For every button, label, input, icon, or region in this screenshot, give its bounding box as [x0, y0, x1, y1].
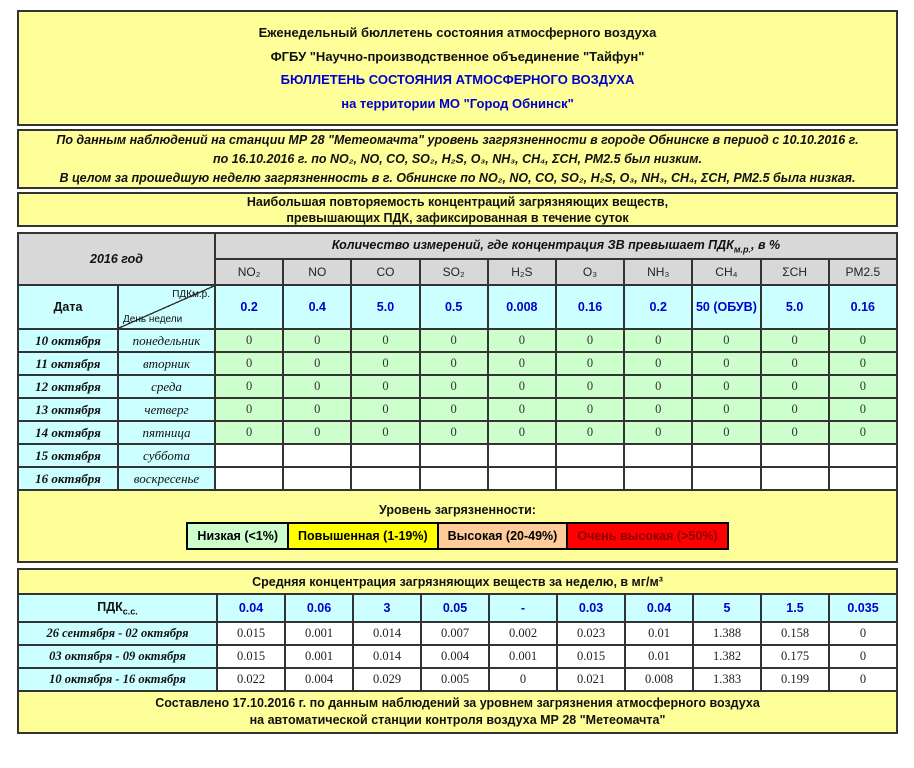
pollutant-header-cell: NH₃ [624, 259, 692, 285]
avg-value-cell: 0.01 [625, 645, 693, 668]
pollutant-header-cell: SO₂ [420, 259, 488, 285]
value-cell: 0 [761, 398, 829, 421]
avg-value-cell: 0.199 [761, 668, 829, 691]
avg-value-cell: 0.015 [557, 645, 625, 668]
footer-line-2: на автоматической станции контроля воздуха МР 28 "Метеомачта" [249, 713, 666, 727]
legend-item-elevated: Повышенная (1-19%) [287, 522, 439, 550]
pdk-ss-value-cell: 0.03 [557, 594, 625, 622]
avg-value-cell: 0.175 [761, 645, 829, 668]
summary-line-2: по 16.10.2016 г. по NO₂, NO, CO, SO₂, H₂S, O₃, NH₃, CH₄, ΣCH, PM2.5 был низким. [213, 151, 702, 166]
value-cell: 0 [829, 329, 897, 352]
value-cell: 0 [420, 352, 488, 375]
avg-value-cell: 0.001 [285, 645, 353, 668]
avg-value-cell: 0.014 [353, 645, 421, 668]
value-cell: 0 [624, 398, 692, 421]
pdk-ss-label-cell [18, 594, 217, 622]
avg-table-title: Средняя концентрация загрязняющих веществ за неделю, в мг/м³ [18, 569, 897, 594]
avg-value-cell: 1.388 [693, 622, 761, 645]
value-cell: 0 [692, 329, 760, 352]
avg-value-cell: 0.015 [217, 622, 285, 645]
header-line-2: ФГБУ "Научно-производственное объединение "Тайфун" [270, 48, 645, 64]
day-cell: среда [118, 375, 215, 398]
avg-value-cell: 0.022 [217, 668, 285, 691]
table-row [18, 375, 897, 398]
value-cell [761, 467, 829, 490]
summary-line-1: По данным наблюдений на станции МР 28 "Метеомачта" уровень загрязненности в городе Обнинске в период с 10.10.2016 г. [56, 132, 859, 147]
legend-item-low: Низкая (<1%) [186, 522, 289, 550]
avg-value-cell: 0.002 [489, 622, 557, 645]
period-cell: 26 сентября - 02 октября [18, 622, 217, 645]
value-cell: 0 [283, 398, 351, 421]
pdk-ss-value-cell: 0.04 [217, 594, 285, 622]
avg-value-cell: 0.001 [489, 645, 557, 668]
value-cell: 0 [556, 421, 624, 444]
pollutant-header-cell: PM2.5 [829, 259, 897, 285]
date-cell: 16 октября [18, 467, 118, 490]
legend-title: Уровень загрязненности: [379, 502, 536, 517]
date-cell: 15 октября [18, 444, 118, 467]
avg-value-cell: 0.015 [217, 645, 285, 668]
footer-row [18, 691, 897, 733]
pdk-ss-value-cell: 3 [353, 594, 421, 622]
value-cell: 0 [761, 329, 829, 352]
pollutant-header-cell: H₂S [488, 259, 556, 285]
value-cell: 0 [829, 421, 897, 444]
pollution-level-legend [18, 490, 897, 562]
avg-value-cell: 0.001 [285, 622, 353, 645]
avg-value-cell: 0.004 [421, 645, 489, 668]
legend-row [18, 490, 897, 562]
pdk-value-cell: 5.0 [351, 285, 419, 329]
pdk-value-cell: 0.2 [624, 285, 692, 329]
avg-value-cell: 0.01 [625, 622, 693, 645]
day-cell: понедельник [118, 329, 215, 352]
pdk-value-cell: 0.008 [488, 285, 556, 329]
year-cell: 2016 год [18, 233, 215, 285]
avg-week-row [18, 645, 897, 668]
header-line-3: БЮЛЛЕТЕНЬ СОСТОЯНИЯ АТМОСФЕРНОГО ВОЗДУХА [280, 72, 635, 88]
date-cell: 11 октября [18, 352, 118, 375]
table-row [18, 444, 897, 467]
table-row [18, 467, 897, 490]
pollutant-header-cell: NO₂ [215, 259, 283, 285]
value-cell: 0 [215, 398, 283, 421]
value-cell [624, 444, 692, 467]
value-cell: 0 [215, 352, 283, 375]
value-cell: 0 [420, 421, 488, 444]
pollutant-header-cell: NO [283, 259, 351, 285]
day-cell: пятница [118, 421, 215, 444]
avg-week-row [18, 668, 897, 691]
pdk-ss-value-cell: 0.04 [625, 594, 693, 622]
day-cell: суббота [118, 444, 215, 467]
value-cell [351, 467, 419, 490]
value-cell: 0 [488, 352, 556, 375]
header-line-4: на территории МО "Город Обнинск" [341, 96, 574, 112]
pdk-ss-value-cell: 0.05 [421, 594, 489, 622]
value-cell: 0 [556, 375, 624, 398]
avg-value-cell: 0.004 [285, 668, 353, 691]
value-cell: 0 [556, 329, 624, 352]
value-cell [624, 467, 692, 490]
average-concentration-table [17, 568, 898, 734]
avg-value-cell: 0 [829, 622, 897, 645]
date-cell: 13 октября [18, 398, 118, 421]
footer [18, 691, 897, 733]
date-header-cell: Дата [18, 285, 118, 329]
avg-value-cell: 0.158 [761, 622, 829, 645]
value-cell: 0 [351, 421, 419, 444]
pdk-ss-row [18, 594, 897, 622]
avg-value-cell: 1.383 [693, 668, 761, 691]
summary-line-3: В целом за прошедшую неделю загрязненность в г. Обнинске по NO₂, NO, CO, SO₂, H₂S, O₃, NH₃, CH₄, ΣCH, PM2.5 была низкая. [59, 170, 856, 185]
pdk-value-cell: 0.5 [420, 285, 488, 329]
period-cell: 03 октября - 09 октября [18, 645, 217, 668]
footer-line-1: Составлено 17.10.2016 г. по данным наблюдений за уровнем загрязнения атмосферного воздуха [155, 696, 760, 710]
pdk-ss-prefix: ПДК [97, 599, 123, 614]
value-cell: 0 [420, 375, 488, 398]
avg-value-cell: 1.382 [693, 645, 761, 668]
value-cell: 0 [761, 421, 829, 444]
summary-box [17, 129, 898, 189]
pdk-mr-row [18, 285, 897, 329]
table-row [18, 421, 897, 444]
pdk-ss-value-cell: - [489, 594, 557, 622]
pdk-value-cell: 0.4 [283, 285, 351, 329]
pdk-ss-value-cell: 0.06 [285, 594, 353, 622]
avg-value-cell: 0 [489, 668, 557, 691]
day-cell: воскресенье [118, 467, 215, 490]
value-cell: 0 [488, 398, 556, 421]
avg-value-cell: 0.007 [421, 622, 489, 645]
value-cell: 0 [761, 352, 829, 375]
pollutant-header-cell: CH₄ [692, 259, 760, 285]
value-cell: 0 [215, 329, 283, 352]
value-cell: 0 [624, 421, 692, 444]
value-cell: 0 [488, 375, 556, 398]
value-cell [488, 444, 556, 467]
value-cell: 0 [420, 398, 488, 421]
value-cell [283, 444, 351, 467]
pdk-value-cell: 0.2 [215, 285, 283, 329]
value-cell: 0 [556, 398, 624, 421]
value-cell: 0 [215, 375, 283, 398]
day-of-week-label: День недели [123, 314, 183, 325]
value-cell: 0 [488, 421, 556, 444]
pollutant-header-cell: O₃ [556, 259, 624, 285]
value-cell: 0 [692, 375, 760, 398]
value-cell [420, 444, 488, 467]
value-cell: 0 [692, 421, 760, 444]
value-cell [283, 467, 351, 490]
value-cell: 0 [283, 352, 351, 375]
pollutant-header-cell: CO [351, 259, 419, 285]
period-cell: 10 октября - 16 октября [18, 668, 217, 691]
day-cell: вторник [118, 352, 215, 375]
value-cell: 0 [624, 352, 692, 375]
value-cell [556, 467, 624, 490]
legend-item-high: Высокая (20-49%) [437, 522, 569, 550]
day-cell: четверг [118, 398, 215, 421]
value-cell [556, 444, 624, 467]
avg-value-cell: 0 [829, 668, 897, 691]
value-cell: 0 [829, 398, 897, 421]
pdk-mr-subscript: м.р. [733, 244, 752, 255]
value-cell [829, 444, 897, 467]
value-cell: 0 [624, 329, 692, 352]
pollutant-header-cell: ΣCH [761, 259, 829, 285]
measurements-header-cell [215, 233, 897, 259]
avg-value-cell: 0.008 [625, 668, 693, 691]
value-cell [829, 467, 897, 490]
value-cell: 0 [351, 329, 419, 352]
date-cell: 12 октября [18, 375, 118, 398]
value-cell [488, 467, 556, 490]
value-cell: 0 [761, 375, 829, 398]
avg-value-cell: 0.021 [557, 668, 625, 691]
legend-item-very-high: Очень высокая (>50%) [566, 522, 728, 550]
exceedance-title-line-2: превышающих ПДК, зафиксированная в течение суток [286, 210, 629, 225]
avg-value-cell: 0.005 [421, 668, 489, 691]
measurements-header-suffix: , в % [751, 237, 781, 252]
value-cell [215, 444, 283, 467]
header-line-1: Еженедельный бюллетень состояния атмосферного воздуха [258, 24, 657, 40]
value-cell [692, 467, 760, 490]
value-cell: 0 [692, 398, 760, 421]
pdk-value-cell: 0.16 [829, 285, 897, 329]
pdk-ss-subscript: с.с. [122, 606, 138, 617]
value-cell [351, 444, 419, 467]
value-cell: 0 [556, 352, 624, 375]
avg-value-cell: 0 [829, 645, 897, 668]
pdk-value-cell: 50 (ОБУВ) [692, 285, 760, 329]
avg-value-cell: 0.014 [353, 622, 421, 645]
value-cell [761, 444, 829, 467]
pdk-value-cell: 0.16 [556, 285, 624, 329]
value-cell: 0 [488, 329, 556, 352]
value-cell: 0 [283, 375, 351, 398]
value-cell: 0 [351, 375, 419, 398]
date-cell: 14 октября [18, 421, 118, 444]
pdk-mr-label: ПДКм.р. [172, 289, 211, 300]
value-cell: 0 [692, 352, 760, 375]
date-cell: 10 октября [18, 329, 118, 352]
table-row [18, 352, 897, 375]
exceedance-title-line-1: Наибольшая повторяемость концентраций загрязняющих веществ, [246, 194, 669, 209]
avg-week-row [18, 622, 897, 645]
value-cell: 0 [420, 329, 488, 352]
value-cell [420, 467, 488, 490]
diagonal-header-cell [118, 285, 215, 329]
table-row [18, 329, 897, 352]
value-cell: 0 [283, 421, 351, 444]
pdk-ss-value-cell: 5 [693, 594, 761, 622]
avg-title-row [18, 569, 897, 594]
value-cell: 0 [829, 352, 897, 375]
exceedance-table [17, 232, 898, 563]
pdk-ss-value-cell: 0.035 [829, 594, 897, 622]
value-cell: 0 [829, 375, 897, 398]
value-cell: 0 [215, 421, 283, 444]
table-header-row-1 [18, 233, 897, 259]
value-cell [215, 467, 283, 490]
measurements-header-prefix: Количество измерений, где концентрация ЗВ превышает ПДК [331, 237, 734, 252]
exceedance-title-box [17, 192, 898, 227]
value-cell: 0 [624, 375, 692, 398]
avg-value-cell: 0.029 [353, 668, 421, 691]
value-cell: 0 [351, 352, 419, 375]
table-row [18, 398, 897, 421]
value-cell: 0 [283, 329, 351, 352]
bulletin-page [17, 10, 898, 734]
header-box [17, 10, 898, 126]
value-cell: 0 [351, 398, 419, 421]
avg-value-cell: 0.023 [557, 622, 625, 645]
value-cell [692, 444, 760, 467]
pdk-value-cell: 5.0 [761, 285, 829, 329]
pdk-ss-value-cell: 1.5 [761, 594, 829, 622]
